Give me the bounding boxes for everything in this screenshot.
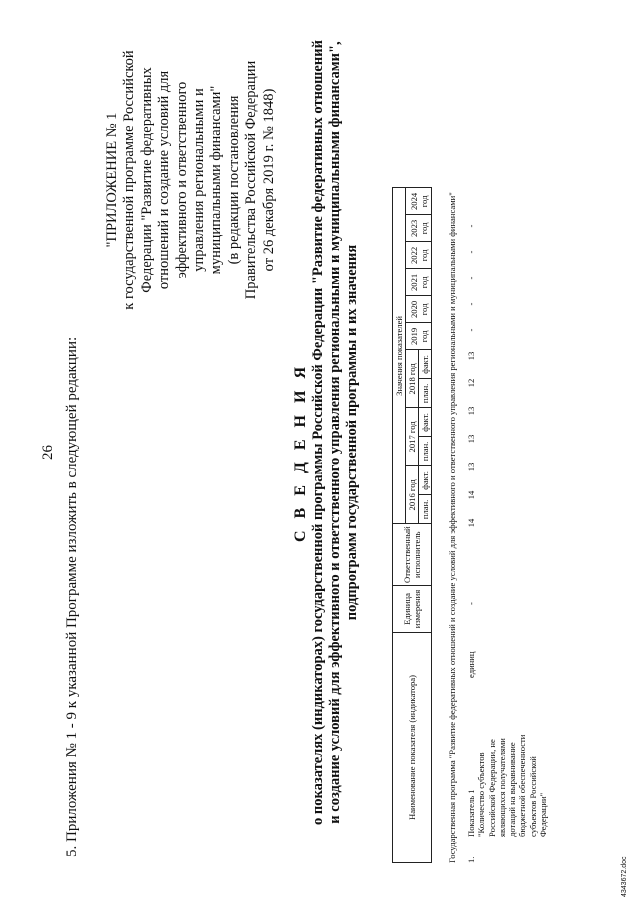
indicators-table [392, 187, 432, 863]
appendix-line: Правительства Российской Федерации [243, 60, 260, 300]
appendix-line: (в редакции постановления [225, 95, 242, 265]
col-header-2019: 2019 год [406, 323, 432, 350]
appendix-line: эффективного и ответственного [173, 81, 190, 279]
subtitle [310, 0, 361, 865]
row-text-line: являющихся получателями [496, 738, 507, 837]
appendix-line: "ПРИЛОЖЕНИЕ № 1 [104, 112, 120, 248]
col-header-2018: 2018 год [406, 350, 419, 408]
col-header-executor: Ответственный исполнитель [393, 524, 432, 586]
row-executor: - [466, 602, 476, 605]
col-header-values: Значения показателей [393, 188, 406, 524]
row-text-line: субъектов Российской [527, 756, 538, 837]
row-text-line: дотаций на выравнивание [507, 742, 518, 837]
subtitle-line: и создание условий для эффективного и ответственного управления региональными и муниципальными финансами", [327, 41, 343, 824]
row-text-line: бюджетной обеспеченности [517, 734, 528, 837]
row-value: 13 [466, 351, 476, 361]
row-value: 13 [466, 462, 476, 472]
col-header-name: Наименование показателя (индикатора) [393, 633, 432, 863]
page-number: 26 [40, 445, 56, 460]
row-value: - [466, 224, 476, 228]
row-value: 12 [466, 378, 476, 388]
program-title: Государственная программа "Развитие федеративных отношений и создание условий для эффективного и ответственного управления региональными и муниципальными финансами" [447, 192, 457, 863]
heading: С В Е Д Е Н И Я [292, 362, 309, 543]
row-label: Показатель 1 [466, 789, 476, 837]
appendix-line: от 26 декабря 2019 г. № 1848) [260, 88, 277, 272]
col-header-2021: 2021 год [406, 269, 432, 296]
col-header-unit: Единица измерения [393, 586, 432, 633]
row-value: - [466, 276, 476, 280]
appendix-line: Федерации "Развитие федеративных [138, 67, 155, 293]
subtitle-line: подпрограмм государственной программы и их значения [344, 244, 360, 621]
row-indicator-text [466, 735, 548, 837]
col-header-plan: план. [419, 437, 432, 466]
row-number: 1. [466, 856, 476, 863]
col-header-2020: 2020 год [406, 296, 432, 323]
row-value: - [466, 302, 476, 306]
row-unit: единиц [466, 651, 476, 678]
appendix-line: муниципальными финансами" [208, 85, 225, 275]
subtitle-line: о показателях (индикаторах) государственной программы Российской Федерации "Развитие федеративных отношений [310, 40, 326, 825]
appendix-line: управления региональными и [191, 88, 208, 272]
col-header-fact: факт. [419, 466, 432, 495]
col-header-fact: факт. [419, 408, 432, 437]
appendix-line: к государственной программе Российской [121, 50, 138, 310]
row-text-line: Российской Федерации, не [486, 739, 497, 837]
col-header-fact: факт. [419, 350, 432, 379]
appendix-block [104, 15, 278, 345]
col-header-2016: 2016 год [406, 466, 419, 524]
col-header-plan: план. [419, 495, 432, 524]
col-header-plan: план. [419, 379, 432, 408]
col-header-2017: 2017 год [406, 408, 419, 466]
row-text-line: "Количество субъектов [476, 752, 487, 837]
col-header-2022: 2022 год [406, 242, 432, 269]
document-reference: 4343672.doc [621, 856, 628, 897]
col-header-2023: 2023 год [406, 215, 432, 242]
row-value: 14 [466, 490, 476, 500]
row-value: 13 [466, 406, 476, 416]
row-value: 14 [466, 518, 476, 528]
col-header-2024: 2024 год [406, 188, 432, 215]
row-value: - [466, 328, 476, 332]
row-value: - [466, 250, 476, 254]
appendix-line: отношений и создание условий для [156, 70, 173, 290]
intro-text: 5. Приложения № 1 - 9 к указанной Программе изложить в следующей редакции: [64, 336, 80, 857]
row-text-line: Федерации" [538, 792, 549, 837]
row-value: 13 [466, 434, 476, 444]
